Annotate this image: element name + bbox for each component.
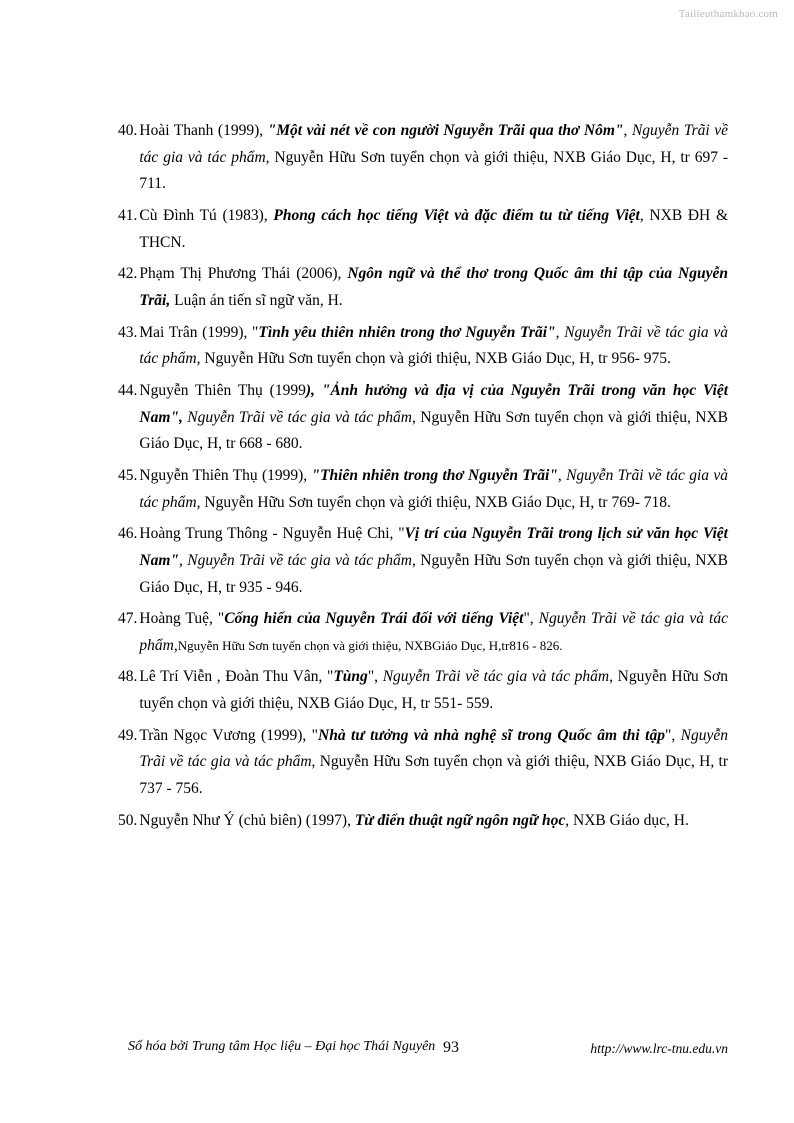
reference-segment: Nguyễn Hữu Sơn tuyển chọn và giới thiệu, NXB Giáo Dục, H, tr 769- 718. bbox=[200, 493, 671, 511]
reference-text bbox=[139, 521, 728, 601]
reference-segment: Nguyễn Trãi về tác gia và tác phẩm bbox=[382, 668, 610, 686]
reference-segment: ), "Ảnh hưởng và địa vị của Nguyễn Trãi trong văn học Việt Nam", bbox=[139, 381, 729, 426]
reference-segment: Lê Trí Viễn , Đoàn Thu Vân, " bbox=[139, 668, 334, 686]
reference-entry bbox=[118, 320, 728, 373]
reference-segment: , Nguyễn Hữu Sơn tuyển chọn và giới thiệu, NXB Giáo Dục, H, tr 551- 559. bbox=[139, 668, 728, 713]
reference-segment: , Nguyễn Hữu Sơn tuyển chọn và giới thiệu, NXB Giáo Dục, H, tr 935 - 946. bbox=[139, 551, 729, 596]
reference-segment: "Một vài nét về con người Nguyễn Trãi qua thơ Nôm" bbox=[267, 122, 624, 139]
reference-text bbox=[139, 261, 728, 314]
reference-number: 47. bbox=[118, 610, 138, 628]
reference-number: 46. bbox=[118, 525, 138, 543]
reference-segment: "Thiên nhiên trong thơ Nguyễn Trãi" bbox=[311, 466, 558, 484]
watermark-text: Tailieuthamkhao.com bbox=[678, 8, 778, 20]
reference-text bbox=[139, 606, 728, 659]
reference-entry bbox=[118, 118, 728, 198]
reference-segment: Phạm Thị Phương Thái (2006), bbox=[139, 265, 348, 283]
reference-segment: Cù Đình Tú (1983), bbox=[139, 206, 274, 224]
reference-text bbox=[139, 463, 728, 516]
reference-segment: ", bbox=[523, 610, 539, 628]
reference-segment: Luận án tiến sĩ ngữ văn, H. bbox=[170, 291, 343, 309]
reference-segment: , Nguyễn Hữu Sơn tuyển chọn và giới thiệu, NXB Giáo Dục, H, tr 737 - 756. bbox=[139, 753, 728, 798]
page-number: 93 bbox=[443, 1039, 459, 1056]
reference-segment: Phong cách học tiếng Việt và đặc điểm tu từ tiếng Việt bbox=[273, 206, 640, 224]
reference-segment: Nguyễn Như Ý (chủ biên) (1997), bbox=[139, 811, 355, 829]
reference-segment: Từ điển thuật ngữ ngôn ngữ học bbox=[354, 811, 566, 829]
reference-text bbox=[139, 723, 728, 803]
reference-segment: Ngôn ngữ và thể thơ trong Quốc âm thi tập của Nguyễn Trãi, bbox=[139, 265, 729, 309]
reference-segment: Nguyễn Trãi về tác gia và tác phẩm, bbox=[139, 122, 728, 166]
reference-text bbox=[139, 664, 728, 717]
reference-number: 42. bbox=[118, 265, 138, 283]
reference-segment: ", bbox=[665, 726, 681, 744]
reference-segment: Nguyễn Thiên Thụ (1999), bbox=[139, 466, 312, 484]
reference-segment: Nguyễn Hữu Sơn tuyển chọn và giới thiệu, NXB Giáo Dục, H, tr 956- 975. bbox=[200, 350, 671, 368]
reference-segment: , bbox=[623, 122, 632, 139]
reference-entry bbox=[118, 463, 728, 516]
reference-segment: , bbox=[178, 551, 188, 569]
reference-segment: Mai Trân (1999), " bbox=[139, 323, 259, 341]
reference-entry bbox=[118, 606, 728, 659]
reference-segment: Nguyễn Thiên Thụ (1999 bbox=[139, 381, 306, 399]
page-footer bbox=[0, 1039, 794, 1065]
reference-number: 45. bbox=[118, 466, 138, 484]
reference-number: 43. bbox=[118, 323, 138, 341]
reference-entry bbox=[118, 521, 728, 601]
reference-segment: , bbox=[555, 323, 565, 341]
reference-segment: Nguyễn Trãi về tác gia và tác phẩm bbox=[139, 726, 729, 771]
reference-entry bbox=[118, 261, 728, 314]
reference-segment: , Nguyễn Hữu Sơn tuyển chọn và giới thiệu, NXB Giáo Dục, H, tr 668 - 680. bbox=[139, 408, 728, 453]
reference-segment: Nguyễn Hữu Sơn tuyển chọn và giới thiệu, NXBGiáo Dục, H,tr816 - 826. bbox=[177, 637, 563, 653]
reference-segment: Nhà tư tưởng và nhà nghệ sĩ trong Quốc âm thi tập bbox=[318, 726, 665, 744]
reference-entry bbox=[118, 203, 728, 256]
reference-text bbox=[139, 320, 728, 373]
reference-segment: Nguyễn Trãi về tác gia và tác phẩm, bbox=[139, 466, 728, 511]
reference-entry bbox=[118, 808, 728, 835]
reference-number: 48. bbox=[118, 668, 138, 686]
reference-number: 49. bbox=[118, 726, 138, 744]
reference-text bbox=[139, 203, 728, 256]
reference-entry bbox=[118, 378, 728, 458]
reference-segment: Tùng bbox=[333, 668, 368, 686]
reference-segment: Trần Ngọc Vương (1999), " bbox=[139, 726, 319, 744]
reference-segment: Hoàng Tuệ, " bbox=[139, 610, 225, 628]
reference-segment: , NXB ĐH & THCN. bbox=[139, 206, 728, 251]
reference-number: 41. bbox=[118, 206, 138, 224]
reference-segment: Nguyễn Trãi về tác gia và tác phẩm, bbox=[139, 610, 728, 654]
reference-text bbox=[139, 118, 728, 198]
reference-segment: , bbox=[557, 466, 567, 484]
reference-segment: Tình yêu thiên nhiên trong thơ Nguyễn Trãi" bbox=[258, 323, 556, 341]
reference-segment: Nguyễn Hữu Sơn tuyển chọn và giới thiệu, NXB Giáo Dục, H, tr 697 - 711. bbox=[139, 148, 728, 193]
reference-entry bbox=[118, 723, 728, 803]
reference-number: 44. bbox=[118, 381, 138, 399]
reference-entry bbox=[118, 664, 728, 717]
reference-segment: Hoàng Trung Thông - Nguyễn Huệ Chi, " bbox=[139, 525, 405, 543]
reference-segment: Hoài Thanh (1999), bbox=[139, 122, 268, 139]
reference-segment: Cống hiến của Nguyễn Trái đối với tiếng Việt bbox=[224, 610, 524, 628]
reference-segment: Nguyễn Trãi về tác gia và tác phẩm bbox=[187, 551, 412, 569]
reference-segment: ", bbox=[367, 668, 383, 686]
reference-segment: Vị trí của Nguyễn Trãi trong lịch sử văn học Việt Nam" bbox=[139, 525, 728, 569]
reference-segment: , NXB Giáo dục, H. bbox=[565, 811, 689, 829]
reference-segment: Nguyễn Trãi về tác gia và tác phẩm, bbox=[139, 323, 728, 368]
bibliography-list bbox=[118, 118, 728, 839]
reference-segment: Nguyễn Trãi về tác gia và tác phẩm bbox=[182, 408, 412, 426]
reference-number: 50. bbox=[118, 811, 138, 829]
reference-text bbox=[139, 378, 728, 458]
reference-text bbox=[139, 808, 728, 835]
footer-url: http://www.lrc-tnu.edu.vn bbox=[590, 1041, 728, 1056]
reference-number: 40. bbox=[118, 122, 138, 139]
footer-left-text: Số hóa bởi Trung tâm Học liệu – Đại học Thái Nguyên bbox=[128, 1039, 436, 1054]
